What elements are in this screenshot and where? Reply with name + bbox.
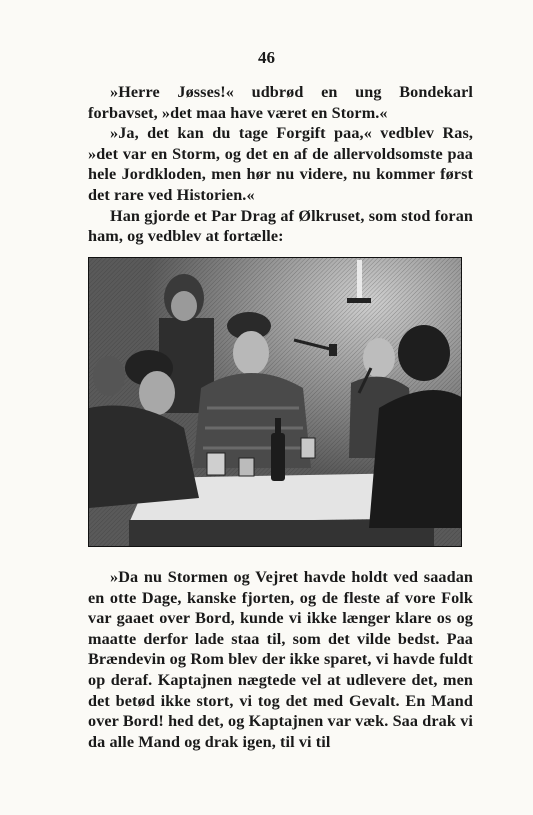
top-text-block (88, 82, 473, 247)
tavern-scene-drawing (89, 258, 462, 547)
paragraph: »Ja, det kan du tage Forgift paa,« vedblev Ras, »det var en Storm, og det en af de allervoldsomste paa hele Jordkloden, men hør nu videre, nu kommer først det rare ved Historien.« (88, 124, 473, 204)
paragraph: Han gjorde et Par Drag af Ølkruset, som stod foran ham, og vedblev at fortælle: (88, 206, 473, 246)
paragraph: »Herre Jøsses!« udbrød en ung Bondekarl forbavset, »det maa have været en Storm.« (88, 83, 473, 122)
bottom-text-block (88, 567, 473, 752)
paragraph: »Da nu Stormen og Vejret havde holdt ved saadan en otte Dage, kanske fjorten, og de fleste af vore Folk var gaaet over Bord, kunde vi ikke længer klare os og maatte derfor lade staa til, som det vilde bedst. Paa Brændevin og Rom blev der ikke sparet, vi havde fuldt op deraf. Kaptajnen nægtede vel at udlevere det, men det betød ikke stort, vi tog det med Gevalt. En Mand over Bord! hed det, og Kaptajnen var væk. Saa drak vi da alle Mand og drak igen, til vi til (88, 568, 473, 751)
page-number: 46 (258, 48, 275, 67)
tavern-illustration (88, 257, 462, 547)
